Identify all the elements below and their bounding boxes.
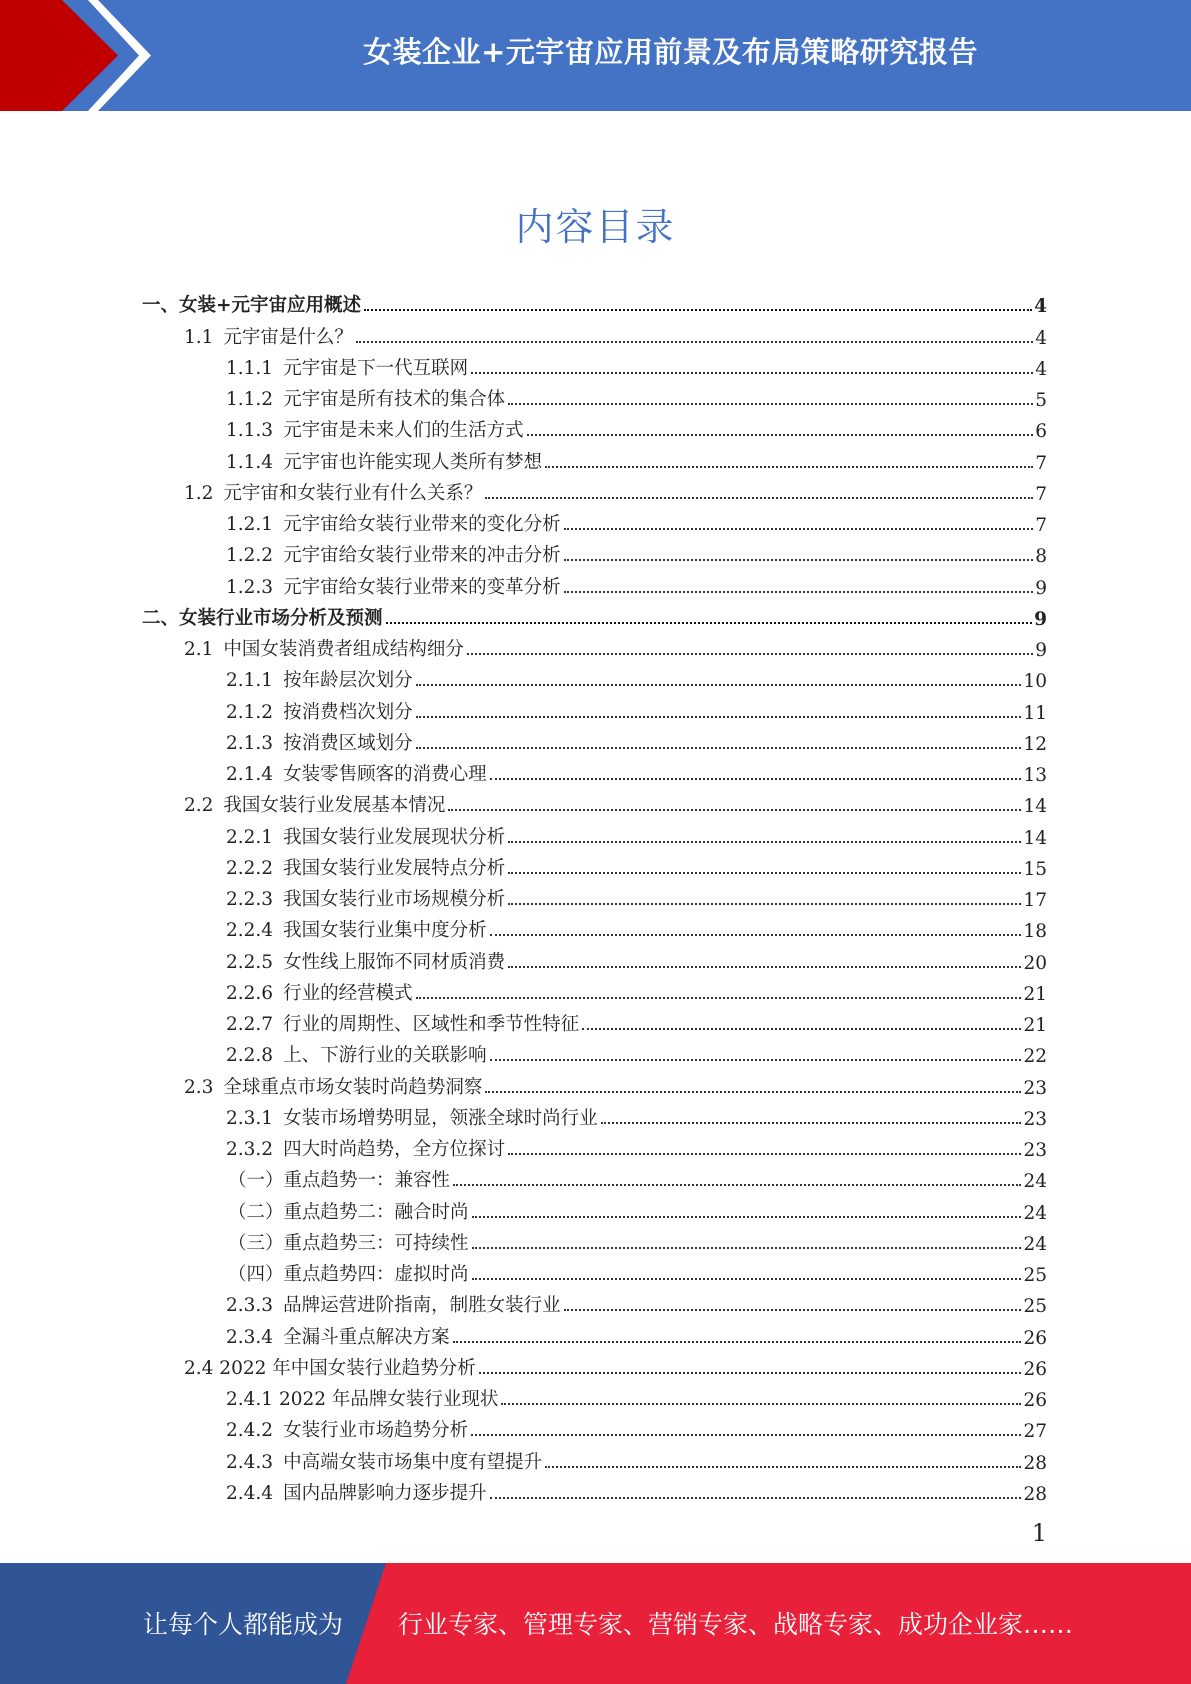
toc-entry-title [142, 604, 383, 630]
toc-entry[interactable] [142, 1161, 1047, 1192]
toc-entry-page: 28 [1023, 1483, 1047, 1505]
toc-entry-title [226, 854, 505, 880]
toc-entry[interactable] [142, 1099, 1047, 1130]
toc-dot-leader [472, 1216, 1022, 1218]
toc-entry-title [226, 823, 505, 849]
toc-entry[interactable] [142, 380, 1047, 411]
toc-dot-leader [564, 591, 1034, 593]
toc-entry[interactable] [142, 692, 1047, 723]
toc-dot-leader [508, 1153, 1021, 1155]
toc-entry[interactable] [142, 1036, 1047, 1067]
header-arrow-graphic [0, 0, 160, 111]
toc-entry-page: 21 [1023, 983, 1047, 1005]
page-number: 1 [1031, 1519, 1047, 1547]
toc-entry[interactable] [142, 1130, 1047, 1161]
toc-entry-text: 元宇宙也许能实现人类所有梦想 [283, 451, 543, 473]
toc-entry-text: 全漏斗重点解决方案 [283, 1326, 450, 1348]
toc-entry-page: 22 [1023, 1046, 1047, 1068]
toc-dot-leader [471, 372, 1033, 374]
toc-entry-title [226, 1385, 498, 1411]
toc-entry[interactable] [142, 1224, 1047, 1255]
toc-entry[interactable] [142, 1317, 1047, 1348]
toc-entry-number: 2.2.3 [226, 889, 274, 910]
toc-entry-number: 2.3.3 [226, 1295, 274, 1317]
toc-entry[interactable] [142, 817, 1047, 848]
toc-entry-page: 8 [1035, 546, 1047, 568]
toc-entry-number: 二、 [142, 607, 180, 629]
toc-entry-title [226, 729, 413, 755]
toc-dot-leader [364, 309, 1032, 311]
toc-entry[interactable] [142, 942, 1047, 973]
toc-entry[interactable] [142, 911, 1047, 942]
toc-dot-leader [564, 559, 1034, 561]
toc-dot-leader [386, 622, 1033, 624]
toc-entry-number: 1.2 [184, 482, 214, 504]
toc-entry-page: 23 [1023, 1108, 1047, 1130]
toc-entry-text: （四）重点趋势四：虚拟时尚 [228, 1264, 469, 1285]
toc-entry-text: 全球重点市场女装时尚趋势洞察 [223, 1076, 483, 1098]
toc-entry-page: 24 [1023, 1233, 1047, 1255]
toc-dot-leader [545, 466, 1033, 468]
toc-entry-number: 一、 [142, 295, 180, 317]
toc-entry-title [226, 1135, 505, 1161]
toc-entry-title [226, 666, 413, 692]
toc-entry-page: 17 [1023, 890, 1047, 911]
toc-dot-leader [453, 1184, 1021, 1186]
toc-entry-text: 我国女装行业发展基本情况 [223, 795, 446, 817]
toc-entry-page: 12 [1023, 733, 1047, 755]
toc-entry[interactable] [142, 505, 1047, 536]
toc-entry-number: 1.1.3 [226, 420, 274, 442]
toc-entry[interactable] [142, 849, 1047, 880]
toc-entry-text: （二）重点趋势二：融合时尚 [228, 1201, 469, 1223]
toc-entry-text: 元宇宙是所有技术的集合体 [283, 389, 506, 410]
toc-dot-leader [508, 841, 1021, 843]
toc-entry-page: 26 [1023, 1358, 1047, 1380]
toc-entry-page: 13 [1023, 765, 1047, 786]
toc-entry-title [226, 885, 505, 911]
toc-entry-number: 2.1.2 [226, 701, 274, 723]
toc-entry-page: 7 [1035, 515, 1047, 536]
toc-entry[interactable] [142, 974, 1047, 1005]
toc-entry-number: 2.2.2 [226, 857, 274, 879]
toc-entry-title [184, 479, 482, 505]
toc-entry-number: 2.4.3 [226, 1451, 274, 1473]
toc-entry-title [184, 323, 353, 349]
toc-entry-title [226, 698, 413, 724]
toc-entry-page: 9 [1035, 640, 1047, 661]
toc-entry[interactable] [142, 1005, 1047, 1036]
toc-dot-leader [501, 1403, 1021, 1405]
toc-entry-text: 元宇宙是什么？ [223, 326, 353, 348]
toc-entry-number: 1.1.4 [226, 451, 274, 473]
toc-entry-title [184, 1354, 476, 1380]
toc-entry-page: 9 [1034, 608, 1047, 630]
toc-entry[interactable] [142, 1067, 1047, 1098]
toc-entry[interactable] [142, 755, 1047, 786]
toc-entry[interactable] [142, 1349, 1047, 1380]
toc-entry-page: 4 [1034, 296, 1047, 318]
toc-entry-page: 26 [1023, 1390, 1047, 1411]
toc-entry-page: 18 [1023, 921, 1047, 943]
toc-entry-text: 元宇宙给女装行业带来的变化分析 [283, 514, 561, 535]
toc-entry-number: 1.2.1 [226, 514, 274, 535]
toc-entry[interactable] [142, 1411, 1047, 1442]
toc-entry[interactable] [142, 536, 1047, 567]
toc-entry-title [226, 510, 561, 536]
toc-dot-leader [416, 997, 1022, 999]
footer-slogan-right: 行业专家、管理专家、营销专家、战略专家、成功企业家…… [398, 1610, 1074, 1639]
toc-entry[interactable] [142, 1380, 1047, 1411]
toc-dot-leader [356, 341, 1033, 343]
toc-entry-text: 2.4 2022 年中国女装行业趋势分析 [184, 1357, 476, 1379]
toc-dot-leader [416, 716, 1022, 718]
toc-entry-text: 行业的经营模式 [283, 982, 413, 1004]
toc-entry-number: 2.3.1 [226, 1107, 274, 1129]
toc-entry-number: 2.1.4 [226, 764, 274, 785]
report-header [0, 0, 1191, 111]
toc-entry-title [228, 1229, 469, 1255]
toc-entry-title [226, 416, 524, 442]
toc-entry-number: 2.4.2 [226, 1420, 274, 1442]
toc-entry-text: 按年龄层次划分 [283, 670, 413, 692]
toc-entry-number: 2.2.1 [226, 826, 274, 848]
toc-entry-text: 我国女装行业市场规模分析 [283, 889, 506, 910]
toc-entry-number: 2.3.2 [226, 1139, 274, 1160]
toc-entry-text: 元宇宙和女装行业有什么关系？ [223, 482, 483, 504]
toc-entry-text: 上、下游行业的关联影响 [283, 1045, 487, 1067]
toc-entry-text: 中国女装消费者组成结构细分 [223, 639, 464, 660]
toc-dot-leader [485, 497, 1033, 499]
toc-dot-leader [467, 653, 1033, 655]
toc-dot-leader [508, 403, 1033, 405]
toc-entry-text: 行业的周期性、区域性和季节性特征 [283, 1014, 580, 1035]
toc-entry-page: 25 [1023, 1265, 1047, 1286]
toc-entry-title [226, 1291, 561, 1317]
toc-entry-page: 21 [1023, 1015, 1047, 1036]
toc-entry-number: 2.2.6 [226, 982, 274, 1004]
toc-entry[interactable] [142, 286, 1047, 317]
toc-entry-text: （一）重点趋势一：兼容性 [228, 1170, 451, 1192]
toc-entry-text: 女装零售顾客的消费心理 [283, 764, 487, 785]
toc-dot-leader [508, 966, 1021, 968]
toc-entry-title [226, 948, 505, 974]
toc-entry-number: 1.1.2 [226, 389, 274, 410]
toc-entry-number: 1.1 [184, 326, 214, 348]
toc-entry-number: 1.2.3 [226, 576, 274, 598]
toc-entry[interactable] [142, 1442, 1047, 1473]
toc-entry-page: 25 [1023, 1296, 1047, 1318]
toc-entry-number: 2.2.8 [226, 1045, 274, 1067]
toc-entry-title [184, 635, 464, 661]
toc-entry-page: 23 [1023, 1077, 1047, 1099]
toc-entry-number: 2.1.1 [226, 670, 274, 692]
toc-entry-text: 女装+元宇宙应用概述 [179, 295, 362, 317]
toc-dot-leader [490, 1059, 1022, 1061]
report-footer [0, 1563, 1191, 1684]
toc-entry-number: 2.1 [184, 639, 214, 660]
toc-entry-text: 元宇宙给女装行业带来的变革分析 [283, 576, 561, 598]
toc-dot-leader [472, 1278, 1022, 1280]
toc-entry-page: 14 [1023, 827, 1047, 849]
toc-entry-title [226, 1104, 598, 1130]
toc-entry[interactable] [142, 786, 1047, 817]
toc-dot-leader [564, 1309, 1022, 1311]
toc-dot-leader [472, 1247, 1022, 1249]
toc-entry-text: 女装市场增势明显，领涨全球时尚行业 [283, 1107, 598, 1129]
toc-entry-title [184, 791, 445, 817]
toc-entry-number: 2.3.4 [226, 1326, 274, 1348]
toc-entry-page: 7 [1035, 483, 1047, 505]
toc-entry-text: 女装行业市场分析及预测 [179, 607, 383, 629]
toc-dot-leader [485, 1091, 1021, 1093]
table-of-contents [142, 286, 1047, 1505]
toc-dot-leader [453, 1341, 1022, 1343]
toc-entry-title [226, 1448, 542, 1474]
toc-entry-title [228, 1166, 450, 1192]
toc-heading: 内容目录 [515, 205, 676, 249]
toc-entry[interactable] [142, 442, 1047, 473]
toc-dot-leader [448, 809, 1021, 811]
toc-entry-page: 6 [1035, 421, 1047, 443]
toc-entry-text: 中高端女装市场集中度有望提升 [283, 1451, 543, 1473]
toc-entry-text: （三）重点趋势三：可持续性 [228, 1232, 469, 1254]
toc-entry-title [226, 760, 487, 786]
toc-entry[interactable] [142, 474, 1047, 505]
toc-entry-text: 我国女装行业发展特点分析 [283, 857, 506, 879]
toc-entry-title [226, 573, 561, 599]
toc-entry-text: 四大时尚趋势，全方位探讨 [283, 1139, 506, 1160]
toc-entry-page: 24 [1023, 1171, 1047, 1193]
toc-dot-leader [416, 747, 1022, 749]
toc-entry-title [226, 385, 505, 411]
toc-entry-page: 27 [1023, 1421, 1047, 1443]
toc-entry-number: 2.3 [184, 1076, 214, 1098]
toc-entry-number: 2.1.3 [226, 732, 274, 754]
toc-dot-leader [471, 1434, 1021, 1436]
toc-entry-number: 2.2.5 [226, 951, 274, 973]
toc-entry-title [226, 1479, 487, 1505]
toc-dot-leader [490, 778, 1022, 780]
toc-entry[interactable] [142, 567, 1047, 598]
toc-entry[interactable] [142, 411, 1047, 442]
toc-entry[interactable] [142, 880, 1047, 911]
toc-entry[interactable] [142, 1255, 1047, 1286]
toc-entry-title [226, 354, 468, 380]
toc-entry[interactable] [142, 349, 1047, 380]
toc-entry-text: 元宇宙是下一代互联网 [283, 357, 469, 379]
toc-dot-leader [564, 528, 1034, 530]
toc-dot-leader [508, 872, 1021, 874]
toc-entry-title [228, 1260, 469, 1286]
toc-entry-text: 品牌运营进阶指南，制胜女装行业 [283, 1295, 561, 1317]
report-title: 女装企业+元宇宙应用前景及布局策略研究报告 [363, 35, 978, 69]
toc-entry-text: 元宇宙是未来人们的生活方式 [283, 420, 524, 442]
toc-entry-title [226, 916, 487, 942]
toc-entry-number: 2.4.4 [226, 1482, 274, 1504]
toc-entry-number: 2.2.7 [226, 1014, 274, 1035]
footer-slogan-left: 让每个人都能成为 [143, 1610, 344, 1639]
toc-entry[interactable] [142, 1286, 1047, 1317]
toc-entry-page: 5 [1035, 390, 1047, 411]
toc-entry-page: 20 [1023, 952, 1047, 974]
toc-entry-title [226, 1323, 450, 1349]
toc-entry[interactable] [142, 724, 1047, 755]
toc-dot-leader [490, 934, 1022, 936]
toc-entry[interactable] [142, 317, 1047, 348]
toc-entry[interactable] [142, 1192, 1047, 1223]
toc-entry-page: 28 [1023, 1452, 1047, 1474]
toc-dot-leader [545, 1466, 1021, 1468]
toc-dot-leader [490, 1497, 1022, 1499]
toc-entry-title [226, 979, 413, 1005]
toc-entry-number: 1.2.2 [226, 545, 274, 567]
toc-entry-title [226, 541, 561, 567]
toc-entry-text: 国内品牌影响力逐步提升 [283, 1482, 487, 1504]
toc-entry-page: 24 [1023, 1202, 1047, 1224]
toc-entry-text: 女性线上服饰不同材质消费 [283, 951, 506, 973]
toc-entry[interactable] [142, 599, 1047, 630]
toc-entry-title [142, 291, 361, 317]
toc-entry[interactable] [142, 661, 1047, 692]
toc-entry-title [226, 1416, 468, 1442]
toc-entry-text: 我国女装行业集中度分析 [283, 920, 487, 942]
toc-entry-page: 9 [1035, 577, 1047, 599]
toc-entry-number: 2.2 [184, 795, 214, 817]
toc-entry-page: 7 [1035, 452, 1047, 474]
toc-entry-title [228, 1198, 469, 1224]
toc-entry-text: 按消费档次划分 [283, 701, 413, 723]
toc-entry[interactable] [142, 630, 1047, 661]
toc-dot-leader [479, 1372, 1022, 1374]
toc-entry-text: 2.4.1 2022 年品牌女装行业现状 [226, 1389, 499, 1410]
toc-entry-page: 23 [1023, 1140, 1047, 1161]
toc-dot-leader [416, 684, 1022, 686]
toc-entry-page: 11 [1023, 702, 1047, 724]
toc-entry-page: 14 [1023, 796, 1047, 818]
toc-entry-number: 1.1.1 [226, 357, 274, 379]
toc-entry-page: 4 [1035, 327, 1047, 349]
toc-entry-text: 女装行业市场趋势分析 [283, 1420, 469, 1442]
toc-entry-text: 按消费区域划分 [283, 732, 413, 754]
toc-dot-leader [601, 1122, 1022, 1124]
toc-entry-title [226, 1041, 487, 1067]
toc-dot-leader [508, 903, 1021, 905]
toc-entry-title [226, 448, 542, 474]
toc-entry-page: 15 [1023, 858, 1047, 880]
toc-dot-leader [527, 434, 1034, 436]
toc-entry-number: 2.2.4 [226, 920, 274, 942]
toc-entry-title [226, 1010, 579, 1036]
toc-entry-page: 4 [1035, 358, 1047, 380]
toc-entry-page: 10 [1023, 671, 1047, 693]
toc-entry-page: 26 [1023, 1327, 1047, 1349]
toc-entry-title [184, 1073, 482, 1099]
toc-entry[interactable] [142, 1474, 1047, 1505]
toc-entry-text: 元宇宙给女装行业带来的冲击分析 [283, 545, 561, 567]
toc-dot-leader [582, 1028, 1021, 1030]
toc-entry-text: 我国女装行业发展现状分析 [283, 826, 506, 848]
